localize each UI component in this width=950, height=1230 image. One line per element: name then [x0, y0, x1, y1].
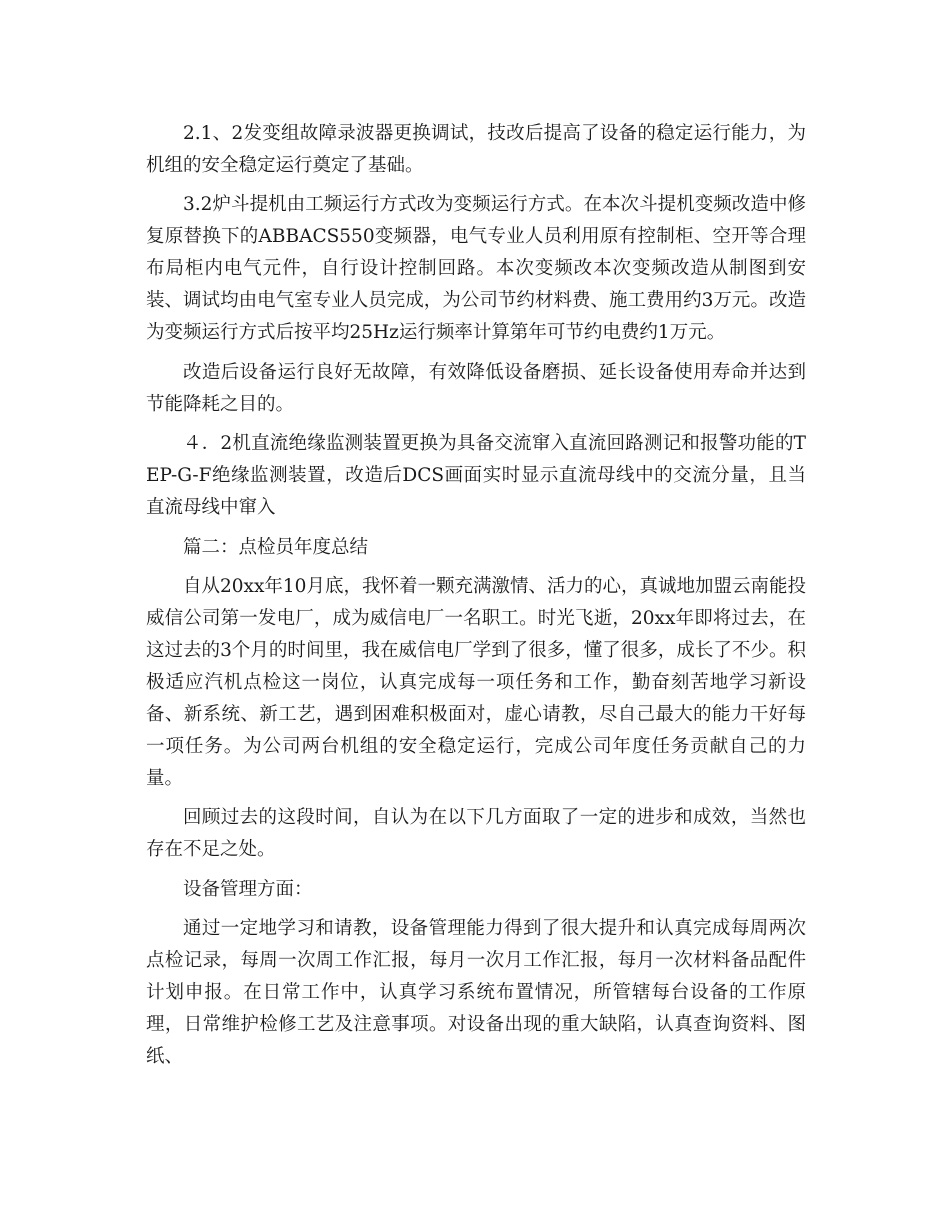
- paragraph-vfd-retrofit: 3.2炉斗提机由工频运行方式改为变频运行方式。在本次斗提机变频改造中修复原替换下的ABBACS550变频器，电气专业人员利用原有控制柜、空开等合理布局柜内电气元件，自行设计控制回路。本次变频改本次变频改造从制图到安装、调试均由电气室专业人员完成，为公司节约材料费、施工费用约3万元。改造为变频运行方式后按平均25Hz运行频率计算第年可节约电费约1万元。: [146, 194, 806, 344]
- paragraph-fault-recorder: 2.1、2发变组故障录波器更换调试，技改后提高了设备的稳定运行能力，为机组的安全稳定运行奠定了基础。: [146, 123, 806, 176]
- paragraph-retrofit-result: 改造后设备运行良好无故障，有效降低设备磨损、延长设备使用寿命并达到节能降耗之目的。: [146, 361, 806, 415]
- subsection-heading: 设备管理方面：: [183, 878, 313, 900]
- paragraph-equipment-management: 通过一定地学习和请教，设备管理能力得到了很大提升和认真完成每周两次点检记录，每周一次周工作汇报，每月一次月工作汇报，每月一次材料备品配件计划申报。在日常工作中，认真学习系统布置情况，所管辖每台设备的工作原理，日常维护检修工艺及注意事项。对设备出现的重大缺陷，认真查询资料、图纸、: [146, 918, 806, 1068]
- paragraph-introduction: 自从20xx年10月底，我怀着一颗充满激情、活力的心，真诚地加盟云南能投威信公司第一发电厂，成为威信电厂一名职工。时光飞逝，20xx年即将过去，在这过去的3个月的时间里，我在威信电厂学到了很多，懂了很多，成长了不少。积极适应汽机点检这一岗位，认真完成每一项任务和工作，勤奋刻苦地学习新设备、新系统、新工艺，遇到困难积极面对，虚心请教，尽自己最大的能力干好每一项任务。为公司两台机组的安全稳定运行，完成公司年度任务贡献自己的力量。: [146, 575, 806, 789]
- document-body: [146, 118, 806, 1073]
- section-heading: 篇二：点检员年度总结: [183, 536, 369, 558]
- paragraph-insulation-monitor: ４．2机直流绝缘监测装置更换为具备交流窜入直流回路测记和报警功能的TEP-G-F绝缘监测装置，改造后DCS画面实时显示直流母线中的交流分量，且当直流母线中窜入: [146, 433, 806, 519]
- paragraph-review: 回顾过去的这段时间，自认为在以下几方面取了一定的进步和成效，当然也存在不足之处。: [146, 807, 806, 861]
